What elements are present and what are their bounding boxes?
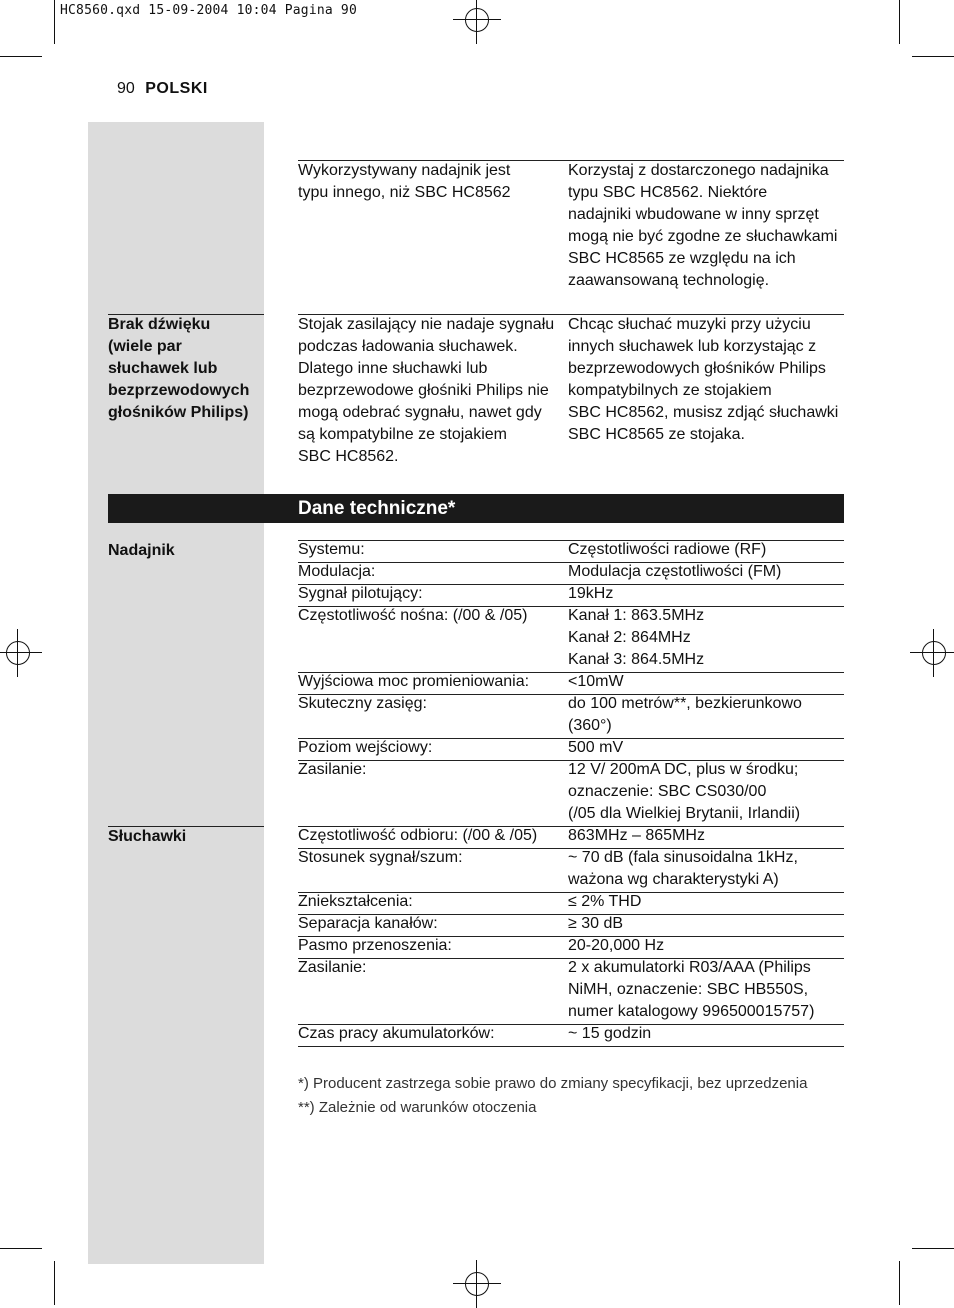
spec-label: Pasmo przenoszenia: [298,937,452,954]
spec-label: Separacja kanałów: [298,915,438,932]
spec-label: Systemu: [298,541,365,558]
spec-group-heading: Nadajnik [108,542,175,559]
spec-value: <10mW [568,673,624,690]
print-slug: HC8560.qxd 15-09-2004 10:04 Pagina 90 [60,3,357,18]
spec-label: Sygnał pilotujący: [298,585,423,602]
page-language: POLSKI [145,80,208,97]
spec-label: Zasilanie: [298,761,367,778]
spec-value: Modulacja częstotliwości (FM) [568,563,782,580]
spec-value: 2 x akumulatorki R03/AAA (Philips NiMH, oznaczenie: SBC HB550S, numer katalogowy 996500015757) [568,959,815,1020]
spec-value: ≥ 30 dB [568,915,624,932]
spec-value: 20-20,000 Hz [568,937,665,954]
spec-value: ~ 15 godzin [568,1025,652,1042]
row-divider [298,1046,844,1047]
page-header [117,80,208,98]
registration-mark-left [0,629,42,677]
spec-value: ~ 70 dB (fala sinusoidalna 1kHz, ważona wg charakterystyki A) [568,849,798,888]
spec-value: 12 V/ 200mA DC, plus w środku; oznaczenie: SBC CS030/00 (/05 dla Wielkiej Brytanii, Irlandii) [568,761,801,822]
spec-label: Czas pracy akumulatorków: [298,1025,495,1042]
spec-value: Kanał 1: 863.5MHz Kanał 2: 864MHz Kanał 3: 864.5MHz [568,607,705,668]
spec-value: 500 mV [568,739,624,756]
registration-mark-right [910,629,954,677]
spec-label: Poziom wejściowy: [298,739,433,756]
sidebar-column [88,122,264,1264]
spec-label: Zniekształcenia: [298,893,413,910]
registration-mark-bottom [453,1260,501,1308]
footnote: *) Producent zastrzega sobie prawo do zmiany specyfikacji, bez uprzedzenia [298,1075,808,1092]
trouble-remedy-1: Korzystaj z dostarczonego nadajnika typu SBC HC8562. Niektóre nadajniki wbudowane w inny sprzęt mogą nie być zgodne ze słuchawkami SBC HC8565 ze względu na ich zaawansowaną technologię. [568,162,838,289]
spec-value: 19kHz [568,585,614,602]
spec-label: Modulacja: [298,563,376,580]
registration-mark-top [453,0,501,44]
section-title: Dane techniczne* [298,498,456,519]
spec-label: Wyjściowa moc promieniowania: [298,673,530,690]
trouble-remedy-2: Chcąc słuchać muzyki przy użyciu innych słuchawek lub korzystając z bezprzewodowych głośników Philips kompatybilnych ze stojakiem SBC HC8562, musisz zdjąć słuchawki SBC HC8565 ze stojaka. [568,316,839,443]
spec-value: ≤ 2% THD [568,893,642,910]
spec-value: do 100 metrów**, bezkierunkowo (360°) [568,695,802,734]
spec-label: Skuteczny zasięg: [298,695,427,712]
footnote: **) Zależnie od warunków otoczenia [298,1099,537,1116]
spec-label: Stosunek sygnał/szum: [298,849,463,866]
spec-value: 863MHz – 865MHz [568,827,705,844]
spec-label: Zasilanie: [298,959,367,976]
spec-group-heading: Słuchawki [108,828,187,845]
section-heading-bar [108,494,844,523]
trouble-cause-2: Stojak zasilający nie nadaje sygnału podczas ładowania słuchawek. Dlatego inne słuchawki lub bezprzewodowe głośniki Philips nie mogą odebrać sygnału, nawet gdy są kompatybilne ze stojakiem SBC HC8562. [298,316,555,465]
spec-value: Częstotliwości radiowe (RF) [568,541,767,558]
spec-label: Częstotliwość odbioru: (/00 & /05) [298,827,538,844]
spec-label: Częstotliwość nośna: (/00 & /05) [298,607,528,624]
page-number: 90 [117,80,135,97]
trouble-problem-2: Brak dźwięku (wiele par słuchawek lub bezprzewodowych głośników Philips) [108,316,250,421]
trouble-cause-1: Wykorzystywany nadajnik jest typu innego, niż SBC HC8562 [298,162,511,201]
